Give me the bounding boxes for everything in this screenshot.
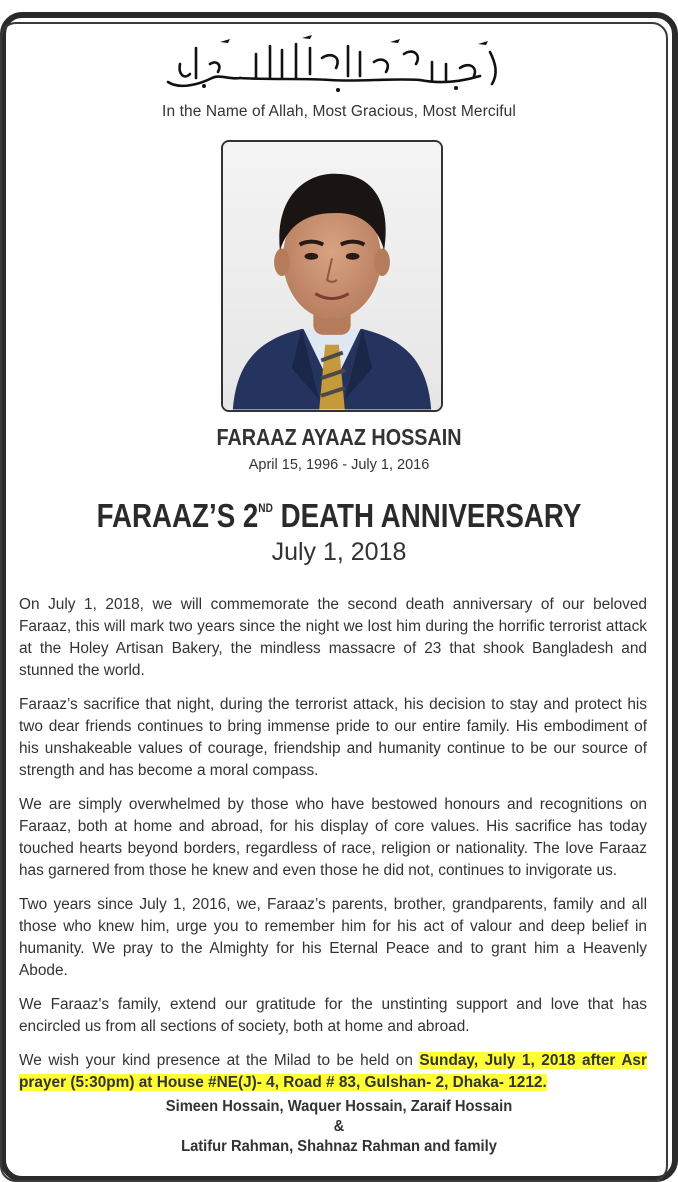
invitation-paragraph: [19, 1050, 647, 1094]
paragraph: We are simply overwhelmed by those who have bestowed honours and recognitions on Faraaz, both at home and abroad, for his display of core values. His sacrifice has today touched hearts beyond borders, regardless of race, religion or nationality. The love Faraaz has garnered from those he knew and even those he did not, continues to invigorate us.: [19, 796, 647, 879]
title-suffix: DEATH ANNIVERSARY: [272, 497, 582, 534]
person-dates: April 15, 1996 - July 1, 2016: [248, 457, 430, 473]
anniversary-title: [54, 497, 624, 535]
signoff-line-1: Simeen Hossain, Waquer Hossain, Zaraif Hossain: [165, 1098, 513, 1115]
paragraph: Two years since July 1, 2016, we, Faraaz’s parents, brother, grandparents, family and all those who knew him, urge you to remember him for his act of valour and deep belief in humanity. We pray to the Almighty for his Eternal Peace and to grant him a Heavenly Abode.: [19, 896, 647, 979]
signoff: [17, 1097, 661, 1157]
paragraph: On July 1, 2018, we will commemorate the second death anniversary of our beloved Faraaz, this will mark two years since the night we lost him during the horrific terrorist attack at the Holey Artisan Bakery, the mindless massacre of 23 that shook Bangladesh and stunned the world.: [19, 596, 647, 679]
title-prefix: FARAAZ’S 2: [96, 497, 259, 534]
portrait-photo: [221, 140, 443, 412]
signoff-ampersand: &: [333, 1118, 345, 1135]
signoff-line-2: Latifur Rahman, Shahnaz Rahman and family: [181, 1138, 497, 1155]
message-body: [19, 594, 647, 1106]
title-ordinal: ND: [258, 501, 273, 515]
bismillah-calligraphy: [160, 34, 510, 96]
bismillah-translation: In the Name of Allah, Most Gracious, Most Merciful: [162, 103, 516, 120]
milad-details-highlight: Sunday, July 1, 2018 after Asr prayer (5:30pm) at House #NE(J)- 4, Road # 83, Gulshan- 2, Dhaka- 1212.: [19, 1052, 647, 1091]
anniversary-date: July 1, 2018: [271, 538, 407, 566]
person-name: FARAAZ AYAAZ HOSSAIN: [216, 424, 462, 450]
paragraph: Faraaz’s sacrifice that night, during the terrorist attack, his decision to stay and protect his two dear friends continues to bring immense pride to our entire family. His embodiment of his unshakeable values of courage, friendship and humanity continue to be our source of strength and has become a moral compass.: [19, 696, 647, 779]
paragraph: We Faraaz's family, extend our gratitude for the unstinting support and love that has encircled us from all sections of society, both at home and abroad.: [19, 996, 647, 1035]
invitation-lead: We wish your kind presence at the Milad to be held on: [19, 1052, 420, 1069]
